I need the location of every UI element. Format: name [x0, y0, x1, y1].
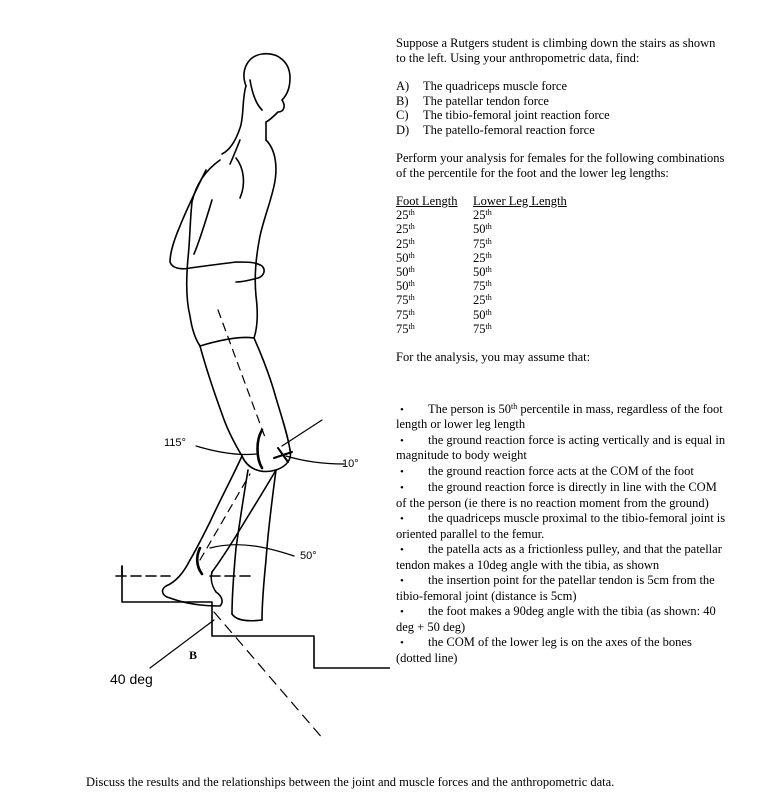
intro: Suppose a Rutgers student is climbing down the stairs as shown to the left. Using your anthropometric data, find:: [396, 36, 716, 65]
hip-line: [200, 337, 254, 346]
strap: [236, 158, 243, 198]
ankle-angle-label: 50°: [300, 550, 317, 562]
assumption-item: • The person is 50th percentile in mass, regardless of the foot length or lower leg length: [396, 401, 723, 432]
table-row: 50th 50th: [396, 265, 492, 280]
assumption-item: • the patella acts as a frictionless pulley, and that the patellar tendon makes a 10deg angle with the tibia, as shown: [396, 542, 722, 572]
assume-text: For the analysis, you may assume that:: [396, 350, 591, 365]
table-row: 25th 75th: [396, 236, 492, 251]
table-row: 75th 50th: [396, 307, 492, 322]
table-row: 25th 25th: [396, 208, 492, 223]
header-lower-leg-length: Lower Leg Length: [473, 194, 567, 208]
foot-angle-label: 40 deg: [110, 671, 153, 687]
assumption-item: • the foot makes a 90deg angle with the tibia (as shown: 40 deg + 50 deg): [396, 604, 716, 634]
table-row: 75th 25th: [396, 293, 492, 308]
knee-angle-arc: [258, 430, 263, 468]
knee: [242, 450, 290, 471]
assumption-item: • the insertion point for the patellar tendon is 5cm from the tibio-femoral joint (distance is 5cm): [396, 573, 715, 603]
stair-descent-figure: [0, 0, 390, 770]
perform-text: Perform your analysis for females for the following combinations of the percentile for the foot and the lower leg lengths:: [396, 151, 725, 180]
assumption-list: [396, 402, 726, 666]
foot-angle-line: [150, 620, 214, 668]
tendon-pointer: [286, 456, 344, 464]
torso-front: [254, 140, 276, 338]
table-row: 50th 75th: [396, 279, 492, 294]
tendon-angle-label: 10°: [342, 458, 359, 470]
thigh-back: [200, 346, 242, 456]
discussion-prompt: Discuss the results and the relationships between the joint and muscle forces and the anthropometric data.: [86, 775, 615, 789]
knee-angle-label: 115°: [164, 437, 186, 449]
stair-steps: [122, 566, 390, 668]
torso-back: [187, 160, 220, 346]
front-foot: [163, 560, 223, 606]
problem-text: [396, 36, 726, 665]
percentile-table: [396, 194, 567, 336]
find-item: C) The tibio-femoral joint reaction force: [396, 108, 610, 122]
hair: [222, 80, 262, 154]
tibia-axis: [200, 474, 250, 560]
find-item: B) The patellar tendon force: [396, 93, 549, 108]
header-foot-length: Foot Length: [396, 194, 458, 208]
femur-axis: [218, 310, 266, 440]
assumption-item: • the ground reaction force acts at the COM of the foot: [400, 463, 694, 478]
ankle-angle-arc: [197, 548, 202, 574]
arm: [170, 170, 264, 282]
assumption-item: • the ground reaction force is acting vertically and is equal in magnitude to body weight: [396, 432, 726, 463]
table-row: 50th 25th: [396, 250, 492, 265]
assumption-item: • the quadriceps muscle proximal to the tibio-femoral joint is oriented parallel to the femur.: [396, 511, 726, 541]
find-item: A) The quadriceps muscle force: [396, 79, 568, 93]
quad-line: [282, 420, 322, 446]
arm-inner: [194, 200, 212, 254]
ground-reaction-line: [214, 612, 324, 740]
rear-foot: [232, 614, 262, 621]
table-row: 75th 75th: [396, 321, 492, 336]
find-item: D) The patello-femoral reaction force: [396, 122, 595, 137]
find-list: [396, 79, 726, 137]
table-row: 25th 50th: [396, 222, 492, 237]
assumption-item: • the ground reaction force is directly in line with the COM of the person (ie there is no reaction moment from the ground): [396, 480, 717, 510]
ankle-pointer: [210, 545, 294, 556]
head-outline: [244, 54, 290, 140]
knee-pointer: [196, 446, 256, 455]
point-b-label: B: [189, 648, 198, 662]
assumption-item: • the COM of the lower leg is on the axes of the bones (dotted line): [396, 635, 692, 665]
